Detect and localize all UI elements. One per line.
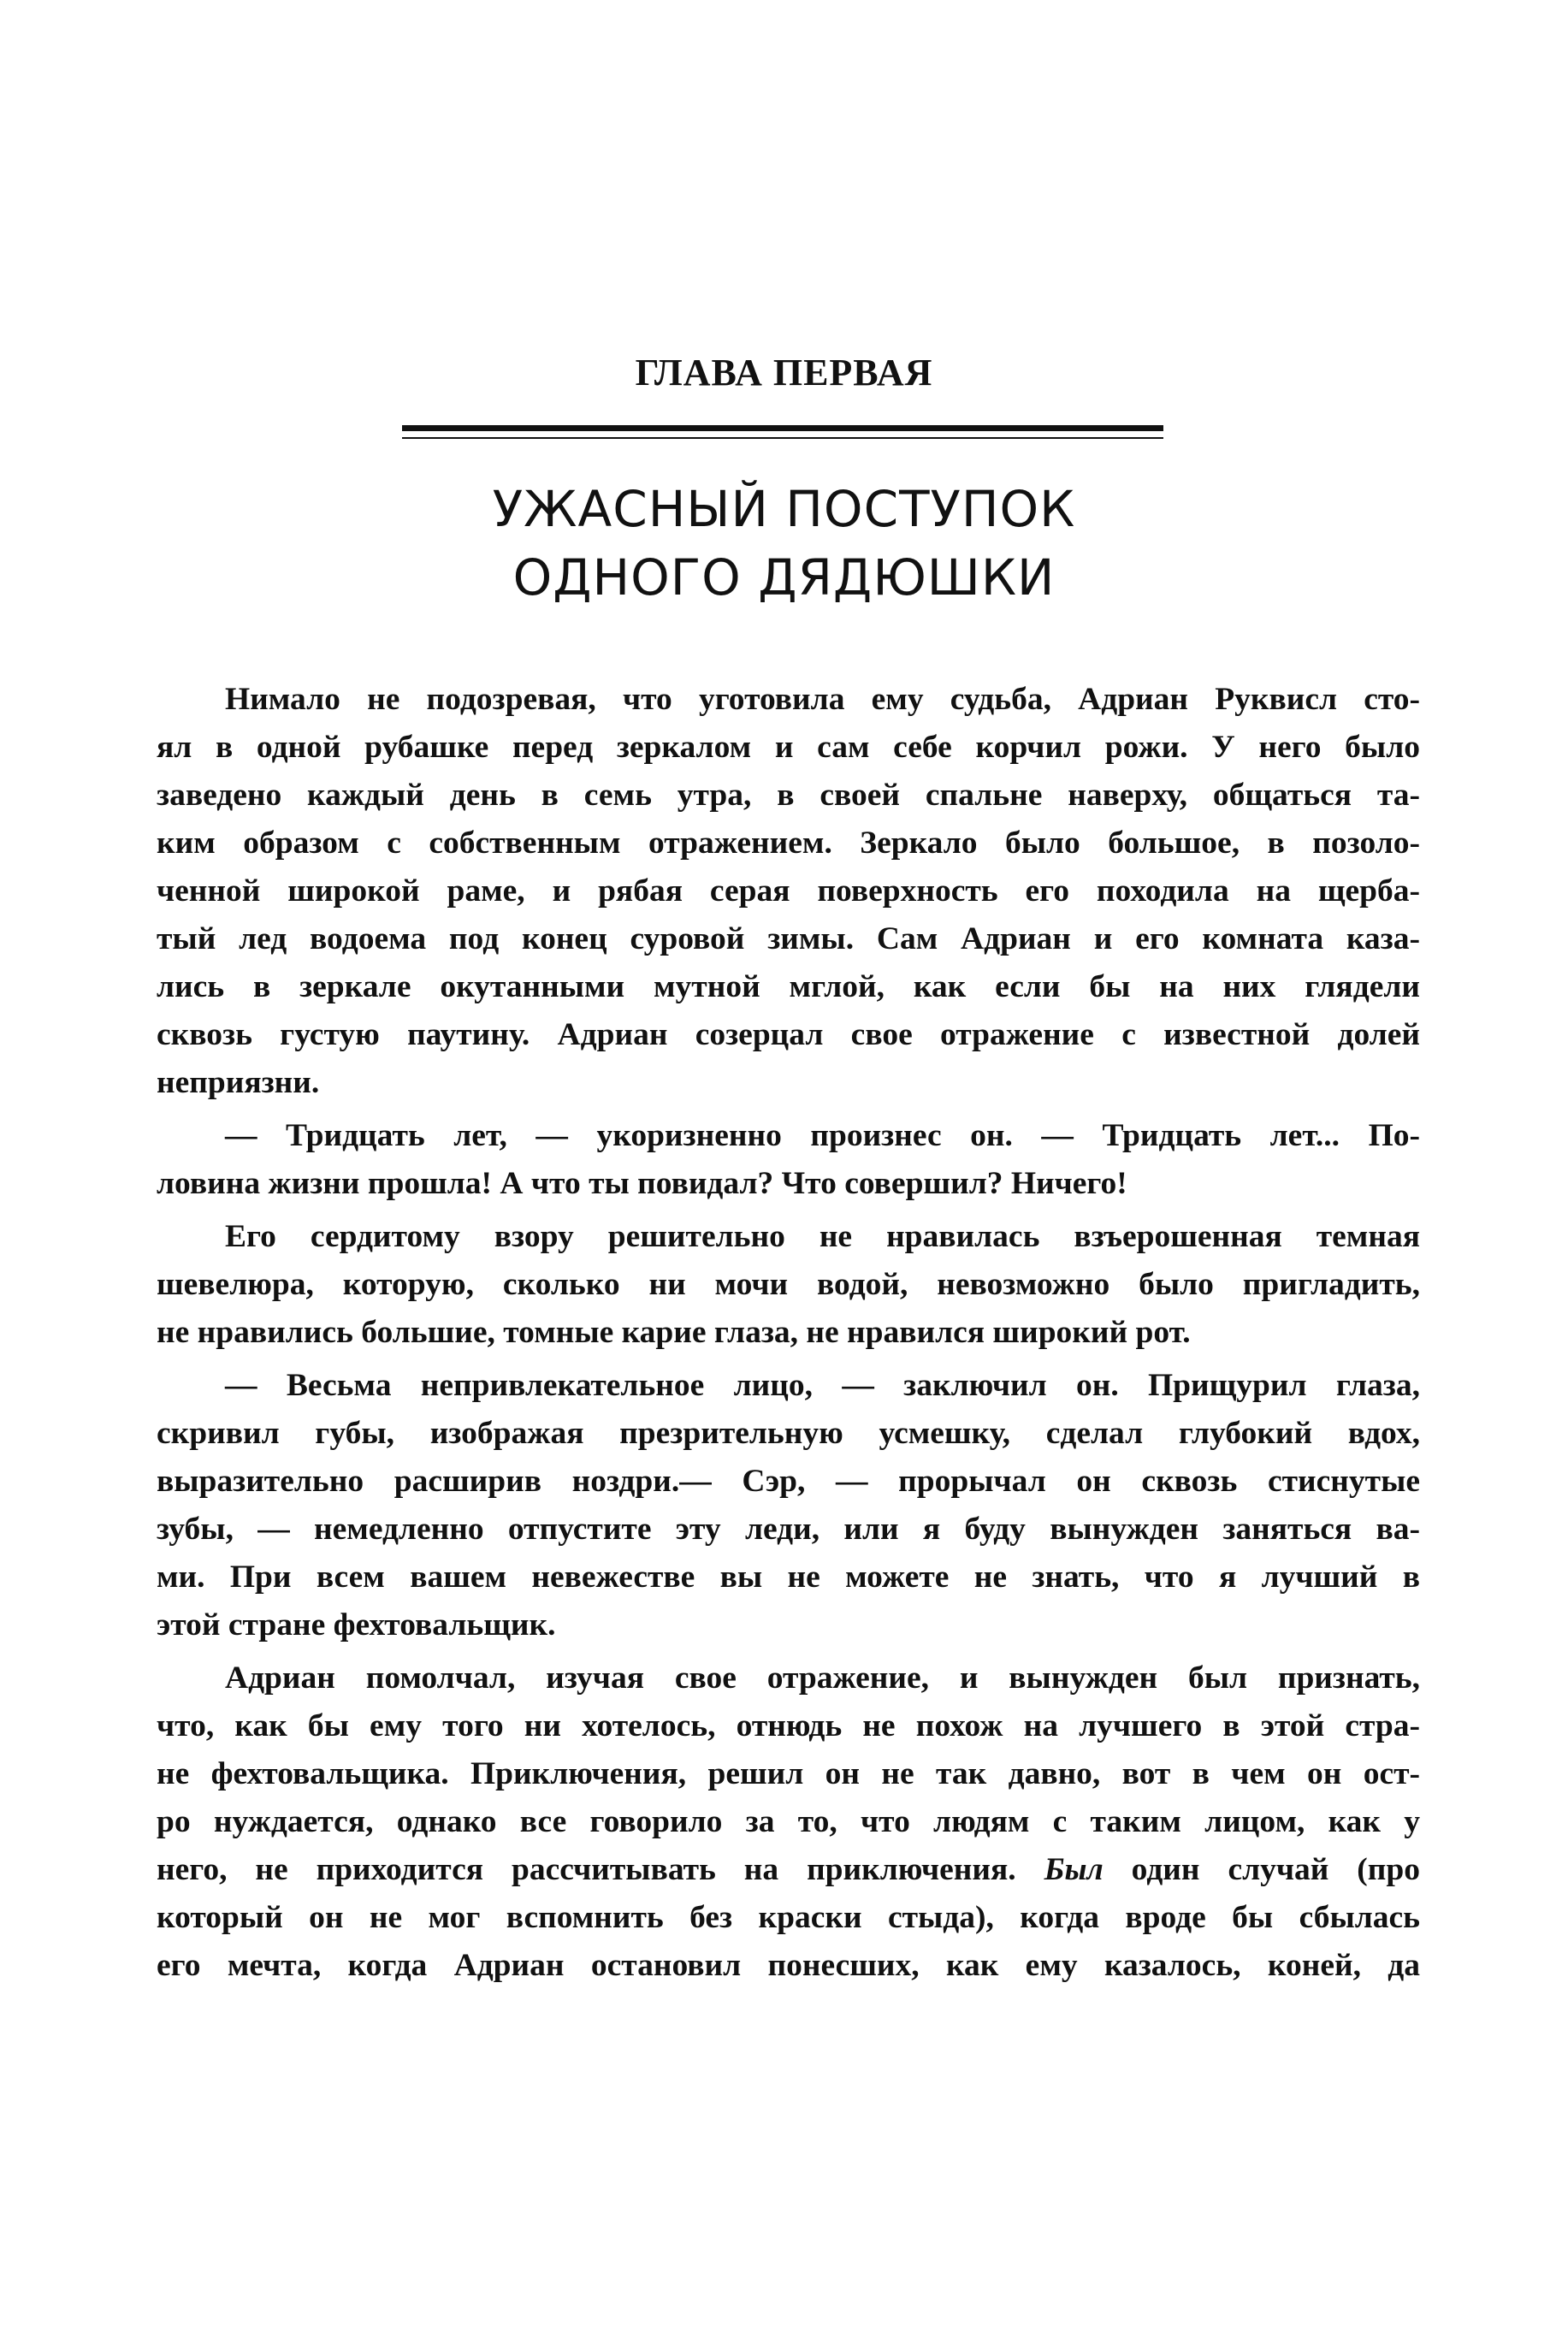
text-line: что, как бы ему того ни хотелось, отнюдь не похож на лучшего в этой стра- <box>157 1708 1420 1743</box>
text-line: выразительно расширив ноздри.— Сэр, — прорычал он сквозь стиснутые <box>157 1464 1420 1499</box>
text-line: его мечта, когда Адриан остановил понесших, как ему казалось, коней, да <box>157 1948 1420 1983</box>
emphasized-word: Был <box>1044 1852 1104 1887</box>
text-line: ро нуждается, однако все говорило за то, что людям с таким лицом, как у <box>157 1804 1420 1839</box>
text-line: сквозь густую паутину. Адриан созерцал свое отражение с известной долей <box>157 1017 1420 1052</box>
body-text <box>157 676 1420 1990</box>
text-line: заведено каждый день в семь утра, в своей спальне наверху, общаться та- <box>157 778 1420 813</box>
text-line: неприязни. <box>157 1065 320 1100</box>
paragraph <box>157 1112 1420 1208</box>
text-line: зубы, — немедленно отпустите эту леди, или я буду вынужден заняться ва- <box>157 1512 1420 1547</box>
divider-thick <box>402 425 1163 431</box>
text-line: ми. При всем вашем невежестве вы не можете не знать, что я лучший в <box>157 1560 1420 1595</box>
paragraph <box>157 1362 1420 1649</box>
text-line: Адриан помолчал, изучая свое отражение, и вынужден был признать, <box>225 1660 1420 1696</box>
chapter-title <box>0 475 1568 612</box>
text-line: не фехтовальщика. Приключения, решил он не так давно, вот в чем он ост- <box>157 1756 1420 1791</box>
text-line: тый лед водоема под конец суровой зимы. Сам Адриан и его комната каза- <box>157 921 1420 956</box>
text-segment: один случай (про <box>1131 1852 1421 1887</box>
text-line: ловина жизни прошла! А что ты повидал? Что совершил? Ничего! <box>157 1166 1127 1201</box>
text-line: Его сердитому взору решительно не нравилась взъерошенная темная <box>225 1219 1420 1254</box>
text-line: ким образом с собственным отражением. Зеркало было большое, в позоло- <box>157 826 1420 861</box>
chapter-title-line-2: ОДНОГО ДЯДЮШКИ <box>512 548 1056 607</box>
text-line: ченной широкой раме, и рябая серая поверхность его походила на щерба- <box>157 873 1420 909</box>
text-line: — Весьма непривлекательное лицо, — заключил он. Прищурил глаза, <box>225 1368 1420 1403</box>
text-line: скривил губы, изображая презрительную усмешку, сделал глубокий вдох, <box>157 1416 1420 1451</box>
text-line: Нимало не подозревая, что уготовила ему судьба, Адриан Руквисл сто- <box>225 682 1420 717</box>
divider-thin <box>402 437 1163 439</box>
paragraph <box>157 1213 1420 1357</box>
chapter-label: ГЛАВА ПЕРВАЯ <box>635 352 933 394</box>
paragraph <box>157 1654 1420 1990</box>
text-line: этой стране фехтовальщик. <box>157 1607 556 1643</box>
text-line: ял в одной рубашке перед зеркалом и сам себе корчил рожи. У него было <box>157 730 1420 765</box>
chapter-title-line-1: УЖАСНЫЙ ПОСТУПОК <box>492 480 1076 538</box>
text-line: шевелюра, которую, сколько ни мочи водой, невозможно было пригладить, <box>157 1267 1420 1302</box>
text-line: — Тридцать лет, — укоризненно произнес он. — Тридцать лет... По- <box>225 1118 1420 1153</box>
text-line <box>157 1846 1420 1894</box>
paragraph <box>157 676 1420 1107</box>
text-segment: него, не приходится рассчитывать на приключения. <box>157 1852 1016 1887</box>
text-line: который он не мог вспомнить без краски стыда), когда вроде бы сбылась <box>157 1900 1420 1935</box>
text-line: не нравились большие, томные карие глаза, не нравился широкий рот. <box>157 1315 1191 1350</box>
text-line: лись в зеркале окутанными мутной мглой, как если бы на них глядели <box>157 969 1420 1004</box>
